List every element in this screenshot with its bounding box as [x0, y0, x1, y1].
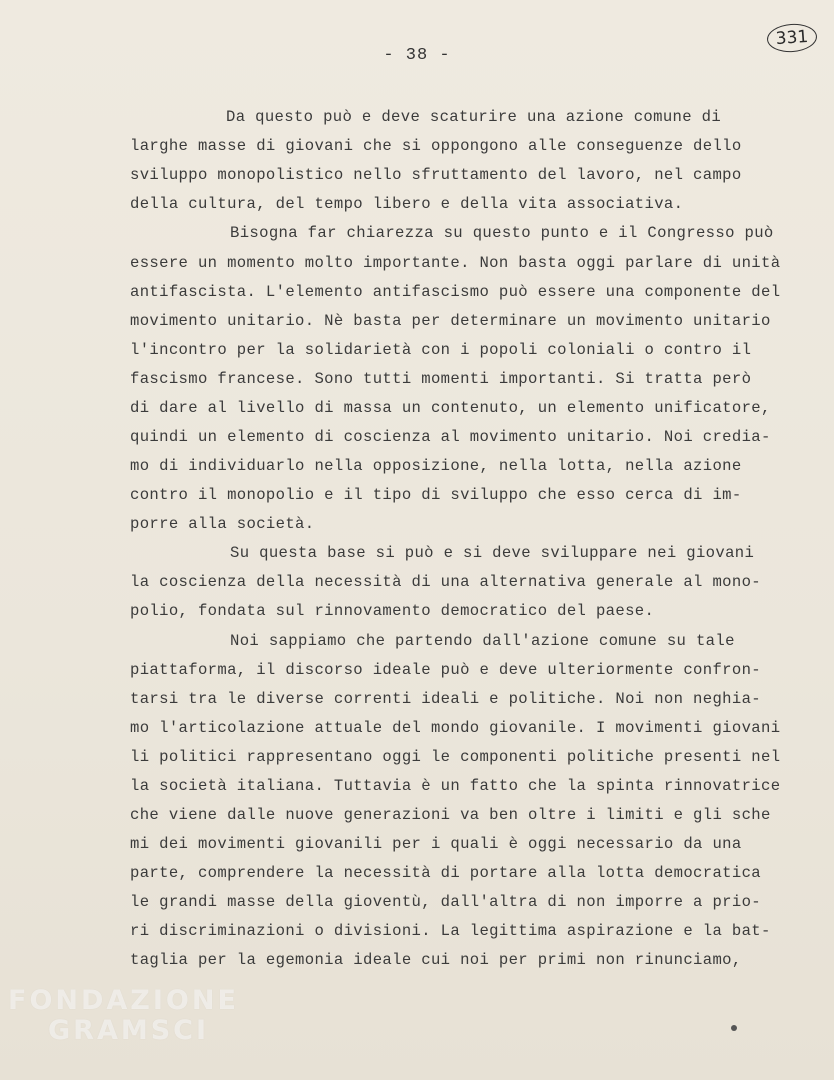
text-line: movimento unitario. Nè basta per determinare un movimento unitario [130, 312, 771, 330]
text-line: di dare al livello di massa un contenuto, un elemento unificatore, [130, 399, 771, 417]
text-line: parte, comprendere la necessità di portare alla lotta democratica [130, 864, 762, 882]
archive-number-stamp: 331 [766, 22, 818, 53]
text-line: ri discriminazioni o divisioni. La legittima aspirazione e la bat- [130, 922, 771, 940]
text-line: mo di individuarlo nella opposizione, nella lotta, nella azione [130, 457, 742, 475]
text-line: tarsi tra le diverse correnti ideali e politiche. Noi non neghia- [130, 690, 762, 708]
text-line: li politici rappresentano oggi le componenti politiche presenti nel [130, 748, 781, 766]
ink-dot [731, 1025, 737, 1031]
text-line: contro il monopolio e il tipo di sviluppo che esso cerca di im- [130, 486, 742, 504]
text-line: Noi sappiamo che partendo dall'azione comune su tale [230, 632, 735, 650]
text-line: fascismo francese. Sono tutti momenti importanti. Si tratta però [130, 370, 752, 388]
text-line: la società italiana. Tuttavia è un fatto che la spinta rinnovatrice [130, 777, 781, 795]
text-line: Su questa base si può e si deve sviluppare nei giovani [230, 544, 755, 562]
text-line: le grandi masse della gioventù, dall'altra di non imporre a prio- [130, 893, 762, 911]
text-line: la coscienza della necessità di una alternativa generale al mono- [130, 573, 762, 591]
text-line: mo l'articolazione attuale del mondo giovanile. I movimenti giovani [130, 719, 781, 737]
text-line: sviluppo monopolistico nello sfruttamento del lavoro, nel campo [130, 166, 742, 184]
text-line: piattaforma, il discorso ideale può e deve ulteriormente confron- [130, 661, 762, 679]
text-line: taglia per la egemonia ideale cui noi per primi non rinunciamo, [130, 951, 742, 969]
text-line: mi dei movimenti giovanili per i quali è oggi necessario da una [130, 835, 742, 853]
text-line: antifascista. L'elemento antifascismo può essere una componente del [130, 283, 781, 301]
page-number: - 38 - [383, 46, 451, 65]
text-line: porre alla società. [130, 515, 315, 533]
watermark-line: FONDAZIONE [8, 985, 239, 1016]
text-line: che viene dalle nuove generazioni va ben oltre i limiti e gli sche [130, 806, 771, 824]
watermark-line: GRAMSCI [48, 1015, 210, 1046]
text-line: polio, fondata sul rinnovamento democratico del paese. [130, 602, 655, 620]
text-line: della cultura, del tempo libero e della vita associativa. [130, 195, 684, 213]
text-line: Bisogna far chiarezza su questo punto e il Congresso può [230, 224, 774, 242]
text-line: essere un momento molto importante. Non basta oggi parlare di unità [130, 254, 781, 272]
text-line: larghe masse di giovani che si oppongono alle conseguenze dello [130, 137, 742, 155]
watermark-logo [8, 986, 239, 1046]
text-line: quindi un elemento di coscienza al movimento unitario. Noi crediа- [130, 428, 771, 446]
text-line: Da questo può e deve scaturire una azione comune di [226, 108, 722, 126]
text-line: l'incontro per la solidarietà con i popoli coloniali o contro il [130, 341, 752, 359]
